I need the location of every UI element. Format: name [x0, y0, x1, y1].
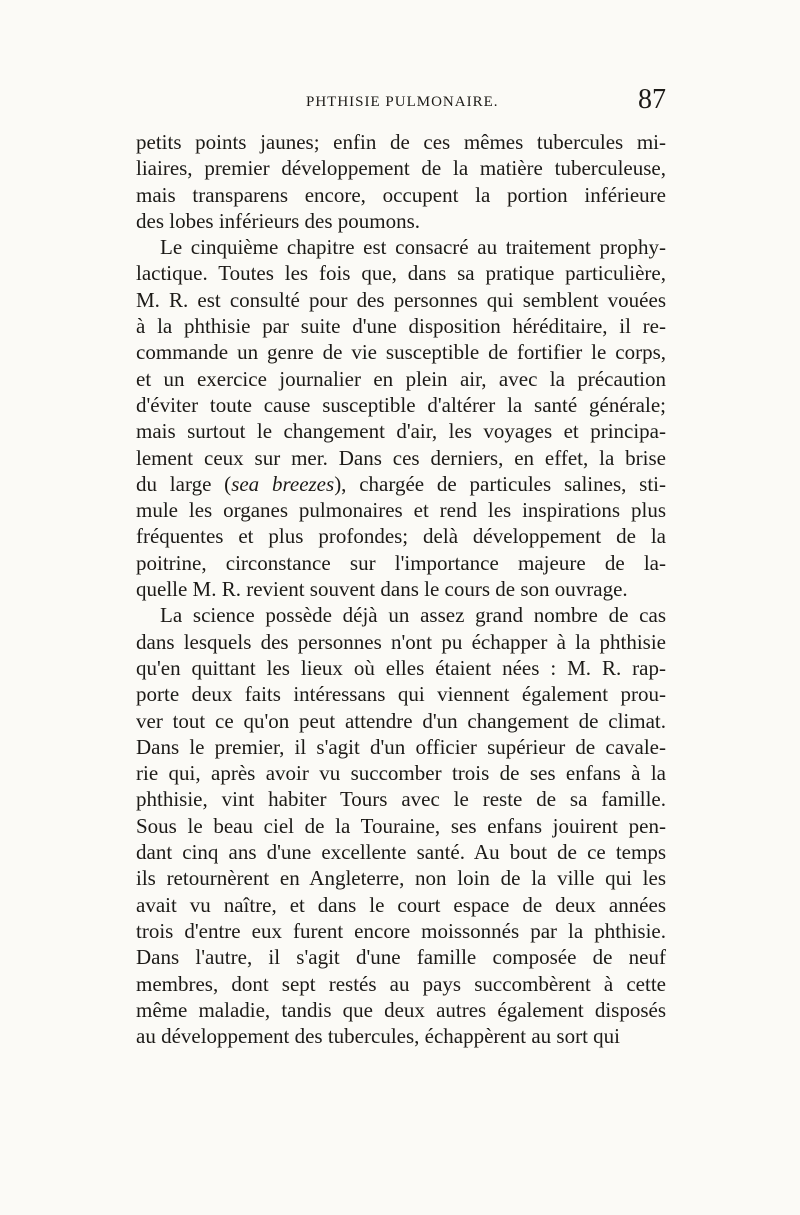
text-line: mais transparens encore, occupent la portion inférieure [136, 182, 666, 207]
text-line: porte deux faits intéressans qui viennent également prou- [136, 682, 666, 707]
text-line: phthisie, vint habiter Tours avec le reste de sa famille. [136, 787, 666, 812]
running-title: PHTHISIE PULMONAIRE. [306, 94, 499, 110]
text-line: d'éviter toute cause susceptible d'altérer la santé générale; [136, 392, 666, 417]
paragraph [136, 234, 666, 602]
page-number: 87 [638, 84, 666, 115]
page-header [136, 84, 666, 128]
text-line: du large (sea breezes), chargée de particules salines, sti- [136, 471, 666, 496]
text-line: dant cinq ans d'une excellente santé. Au bout de ce temps [136, 840, 666, 865]
text-line: quelle M. R. revient souvent dans le cours de son ouvrage. [136, 577, 628, 602]
text-line: trois d'entre eux furent encore moissonnés par la phthisie. [136, 918, 666, 943]
text-line: commande un genre de vie susceptible de fortifier le corps, [136, 340, 666, 365]
text-line: lactique. Toutes les fois que, dans sa pratique particulière, [136, 261, 666, 286]
text-line: ver tout ce qu'on peut attendre d'un changement de climat. [136, 708, 666, 733]
text-line: au développement des tubercules, échappèrent au sort qui [136, 1024, 620, 1049]
paragraph [136, 129, 666, 234]
text-line: et un exercice journalier en plein air, avec la précaution [136, 366, 666, 391]
text-line: fréquentes et plus profondes; delà développement de la [136, 524, 666, 549]
text-line: La science possède déjà un assez grand nombre de cas [160, 603, 666, 628]
text-line: Dans l'autre, il s'agit d'une famille composée de neuf [136, 945, 666, 970]
paragraph [136, 602, 666, 1049]
text-line: membres, dont sept restés au pays succombèrent à cette [136, 971, 666, 996]
text-line: qu'en quittant les lieux où elles étaient nées : M. R. rap- [136, 655, 666, 680]
text-line: rie qui, après avoir vu succomber trois de ses enfans à la [136, 761, 666, 786]
text-line: dans lesquels des personnes n'ont pu échapper à la phthisie [136, 629, 666, 654]
text-line: ils retournèrent en Angleterre, non loin de la ville qui les [136, 866, 666, 891]
text-line: mule les organes pulmonaires et rend les inspirations plus [136, 498, 666, 523]
text-line: Sous le beau ciel de la Touraine, ses enfans jouirent pen- [136, 813, 666, 838]
text-line: mais surtout le changement d'air, les voyages et principa- [136, 419, 666, 444]
italic-term: sea breezes [231, 471, 335, 496]
text-line: Dans le premier, il s'agit d'un officier supérieur de cavale- [136, 734, 666, 759]
text-line: avait vu naître, et dans le court espace de deux années [136, 892, 666, 917]
text-line: petits points jaunes; enfin de ces mêmes tubercules mi- [136, 130, 666, 154]
text-line: M. R. est consulté pour des personnes qui semblent vouées [136, 287, 666, 312]
text-line: poitrine, circonstance sur l'importance majeure de la- [136, 550, 666, 575]
text-line: à la phthisie par suite d'une disposition héréditaire, il re- [136, 314, 666, 339]
text-line: des lobes inférieurs des poumons. [136, 208, 421, 233]
text-line: même maladie, tandis que deux autres également disposés [136, 997, 666, 1022]
text-line: liaires, premier développement de la matière tuberculeuse, [136, 156, 666, 181]
body-text [136, 129, 666, 1049]
text-line: lement ceux sur mer. Dans ces derniers, en effet, la brise [136, 445, 666, 470]
text-line: Le cinquième chapitre est consacré au traitement prophy- [160, 235, 666, 260]
